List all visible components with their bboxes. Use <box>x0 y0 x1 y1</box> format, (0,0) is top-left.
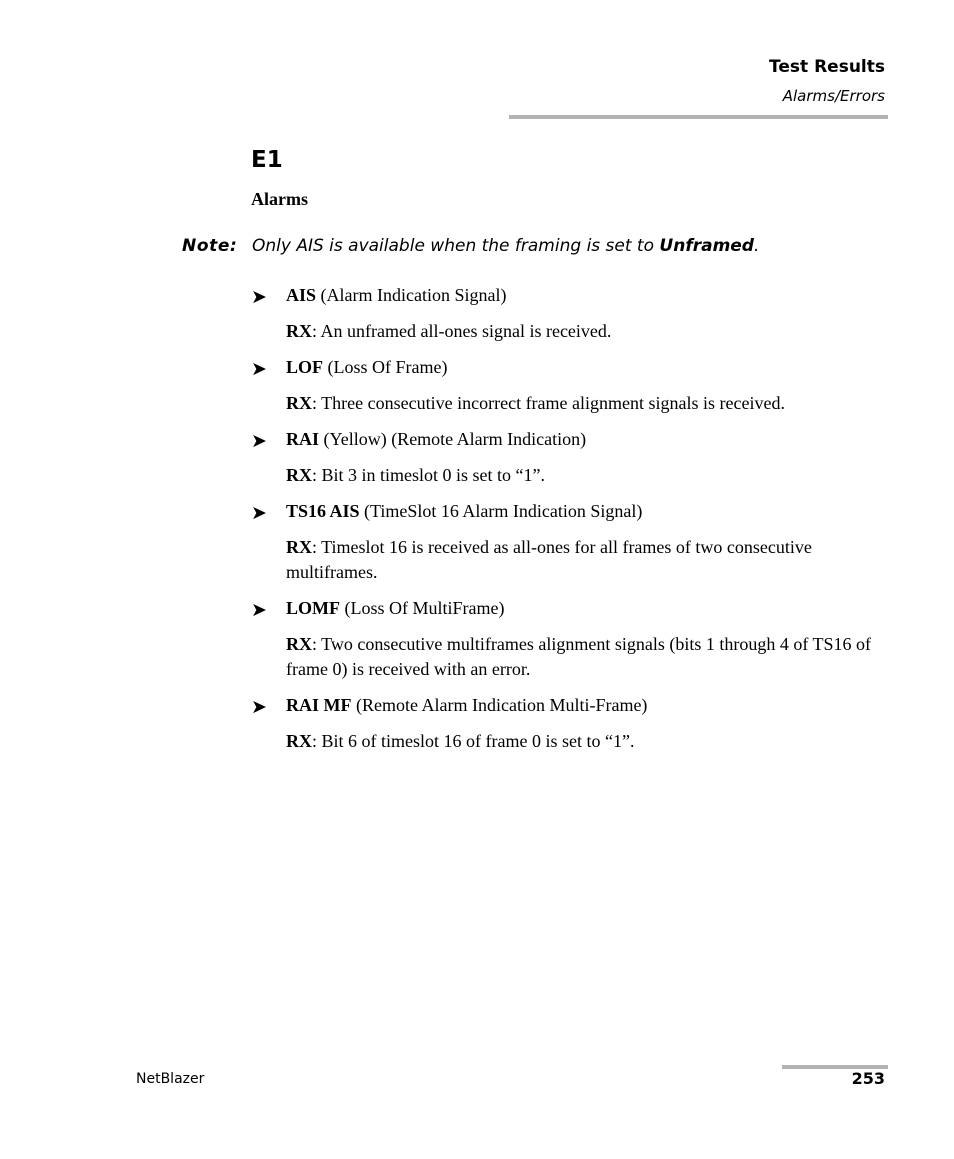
page-number: 253 <box>851 1069 885 1088</box>
rx-label: RX <box>286 321 312 341</box>
rx-label: RX <box>286 393 312 413</box>
arrow-bullet-icon: ➤ <box>251 697 267 718</box>
rx-text: : Timeslot 16 is received as all-ones for all frames of two consecutive multiframes. <box>286 537 812 582</box>
note-text <box>252 236 759 256</box>
alarm-title <box>251 427 888 452</box>
alarm-name: LOMF <box>286 598 340 618</box>
alarm-item <box>251 596 888 682</box>
rx-label: RX <box>286 634 312 654</box>
running-header-title: Test Results <box>769 57 885 77</box>
note-label: Note: <box>182 236 238 256</box>
alarm-title <box>251 283 888 308</box>
alarm-description <box>251 535 888 585</box>
alarm-full-name: (Yellow) (Remote Alarm Indication) <box>319 429 587 449</box>
note-emphasis: Unframed <box>659 236 754 256</box>
header-rule <box>509 115 888 119</box>
arrow-bullet-icon: ➤ <box>251 359 267 380</box>
rx-label: RX <box>286 465 312 485</box>
note-text-after: . <box>753 236 760 256</box>
rx-text: : Bit 3 in timeslot 0 is set to “1”. <box>312 465 545 485</box>
rx-text: : Two consecutive multiframes alignment signals (bits 1 through 4 of TS16 of frame 0) is received with an error. <box>286 634 872 679</box>
alarm-title <box>251 596 888 621</box>
running-header-subtitle: Alarms/Errors <box>782 87 885 105</box>
rx-label: RX <box>286 731 312 751</box>
rx-text: : An unframed all-ones signal is received. <box>312 321 612 341</box>
alarm-name: LOF <box>286 357 324 377</box>
alarm-description <box>251 729 888 754</box>
footer-product-name: NetBlazer <box>136 1071 205 1087</box>
section-heading: E1 <box>251 147 283 173</box>
rx-label: RX <box>286 537 312 557</box>
subsection-heading: Alarms <box>251 189 308 209</box>
arrow-bullet-icon: ➤ <box>251 287 267 308</box>
arrow-bullet-icon: ➤ <box>251 503 267 524</box>
alarm-name: RAI MF <box>286 695 352 715</box>
alarm-description <box>251 391 888 416</box>
alarm-full-name: (TimeSlot 16 Alarm Indication Signal) <box>359 501 643 521</box>
alarm-full-name: (Loss Of Frame) <box>323 357 448 377</box>
alarm-item <box>251 499 888 585</box>
alarm-full-name: (Remote Alarm Indication Multi-Frame) <box>351 695 648 715</box>
alarm-name: AIS <box>286 285 317 305</box>
arrow-bullet-icon: ➤ <box>251 600 267 621</box>
alarm-title <box>251 693 888 718</box>
rx-text: : Bit 6 of timeslot 16 of frame 0 is set to “1”. <box>312 731 635 751</box>
alarm-description <box>251 319 888 344</box>
rx-text: : Three consecutive incorrect frame alignment signals is received. <box>312 393 785 413</box>
alarm-item <box>251 693 888 754</box>
note-text-before: Only AIS is available when the framing is set to <box>252 236 660 256</box>
alarm-full-name: (Loss Of MultiFrame) <box>340 598 505 618</box>
alarm-item <box>251 427 888 488</box>
alarm-description <box>251 632 888 682</box>
alarm-item <box>251 355 888 416</box>
alarm-list <box>251 283 888 765</box>
arrow-bullet-icon: ➤ <box>251 431 267 452</box>
alarm-title <box>251 355 888 380</box>
alarm-description <box>251 463 888 488</box>
alarm-name: TS16 AIS <box>286 501 360 521</box>
alarm-full-name: (Alarm Indication Signal) <box>316 285 507 305</box>
alarm-name: RAI <box>286 429 320 449</box>
alarm-title <box>251 499 888 524</box>
alarm-item <box>251 283 888 344</box>
